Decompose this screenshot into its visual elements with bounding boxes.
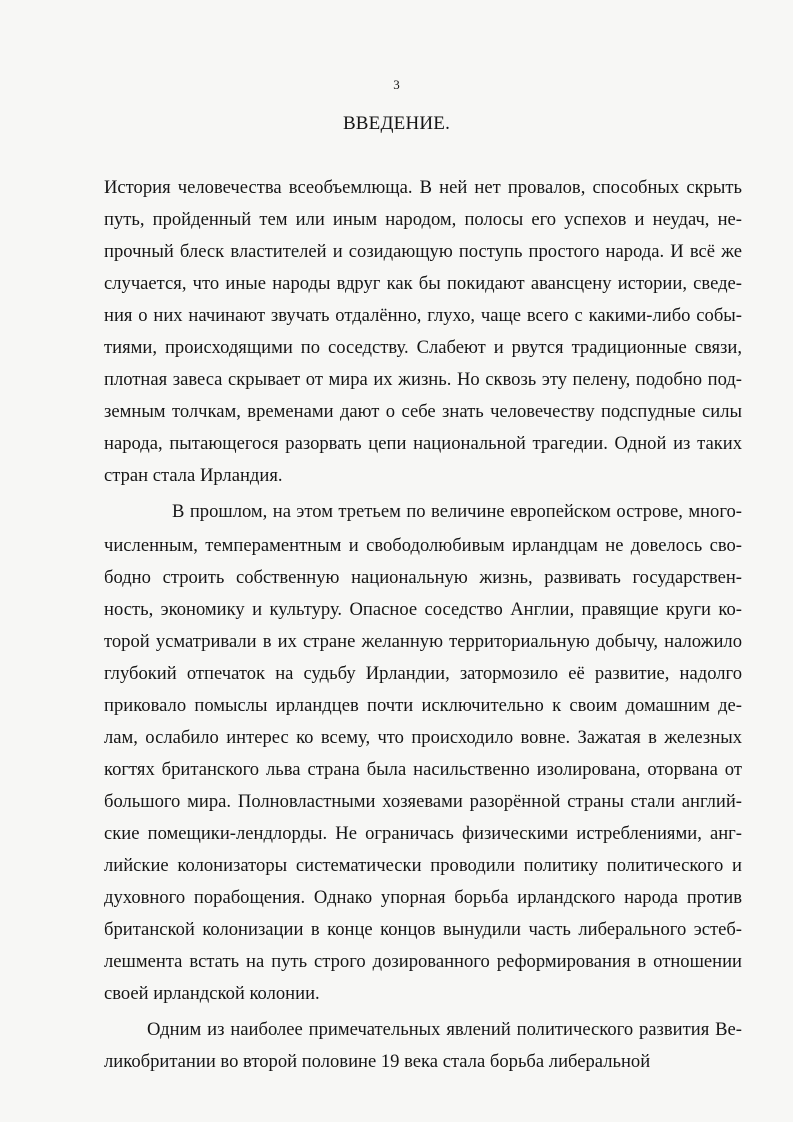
text-line: прочный блеск властителей и созидающую поступь простого народа. И всё же [104, 241, 742, 262]
text-line: лам, ослабило интерес ко всему, что происходило вовне. Зажатая в железных [104, 727, 742, 748]
text-line: ские помещики-лендлорды. Не ограничась физическими истреблениями, анг- [104, 823, 742, 844]
text-line: ликобритании во второй половине 19 века стала борьба либеральной [104, 1051, 651, 1072]
text-line: приковало помыслы ирландцев почти исключительно к своим домашним де- [104, 695, 742, 716]
text-line: бодно строить собственную национальную жизнь, развивать государствен- [104, 567, 742, 588]
page-title: ВВЕДЕНИЕ. [342, 113, 451, 134]
text-line: лийские колонизаторы систематически проводили политику политического и [104, 855, 742, 876]
text-line: Одним из наиболее примечательных явлений политического развития Ве- [147, 1019, 742, 1040]
text-line: народа, пытающегося разорвать цепи национальной трагедии. Одной из таких [104, 433, 742, 454]
text-line: плотная завеса скрывает от мира их жизнь. Но сквозь эту пелену, подобно под- [104, 369, 742, 390]
text-line: когтях британского льва страна была насильственно изолирована, оторвана от [104, 759, 742, 780]
text-line: тиями, происходящими по соседству. Слабеют и рвутся традиционные связи, [104, 337, 742, 358]
text-line: В прошлом, на этом третьем по величине европейском острове, много- [172, 501, 742, 522]
page-number: 3 [393, 77, 400, 92]
text-line: большого мира. Полновластными хозяевами разорённой страны стали англий- [104, 791, 742, 812]
text-line: британской колонизации в конце концов вынудили часть либерального эстеб- [104, 919, 742, 940]
text-line: ность, экономику и культуру. Опасное соседство Англии, правящие круги ко- [104, 599, 742, 620]
text-line: История человечества всеобъемлюща. В ней нет провалов, способных скрыть [104, 177, 742, 198]
text-line: торой усматривали в их стране желанную территориальную добычу, наложило [104, 631, 742, 652]
text-line: земным толчкам, временами дают о себе знать человечеству подспудные силы [104, 401, 742, 422]
text-line: путь, пройденный тем или иным народом, полосы его успехов и неудач, не- [104, 209, 742, 230]
text-line: численным, темпераментным и свободолюбивым ирландцам не довелось сво- [104, 535, 742, 556]
text-line: духовного порабощения. Однако упорная борьба ирландского народа против [104, 887, 742, 908]
text-line: лешмента встать на путь строго дозированного реформирования в отношении [104, 951, 742, 972]
text-line: стран стала Ирландия. [104, 465, 283, 486]
text-line: ния о них начинают звучать отдалённо, глухо, чаще всего с какими-либо собы- [104, 305, 742, 326]
text-line: случается, что иные народы вдруг как бы покидают авансцену истории, сведе- [104, 273, 742, 294]
text-line: своей ирландской колонии. [104, 983, 320, 1004]
text-line: глубокий отпечаток на судьбу Ирландии, затормозило её развитие, надолго [104, 663, 742, 684]
